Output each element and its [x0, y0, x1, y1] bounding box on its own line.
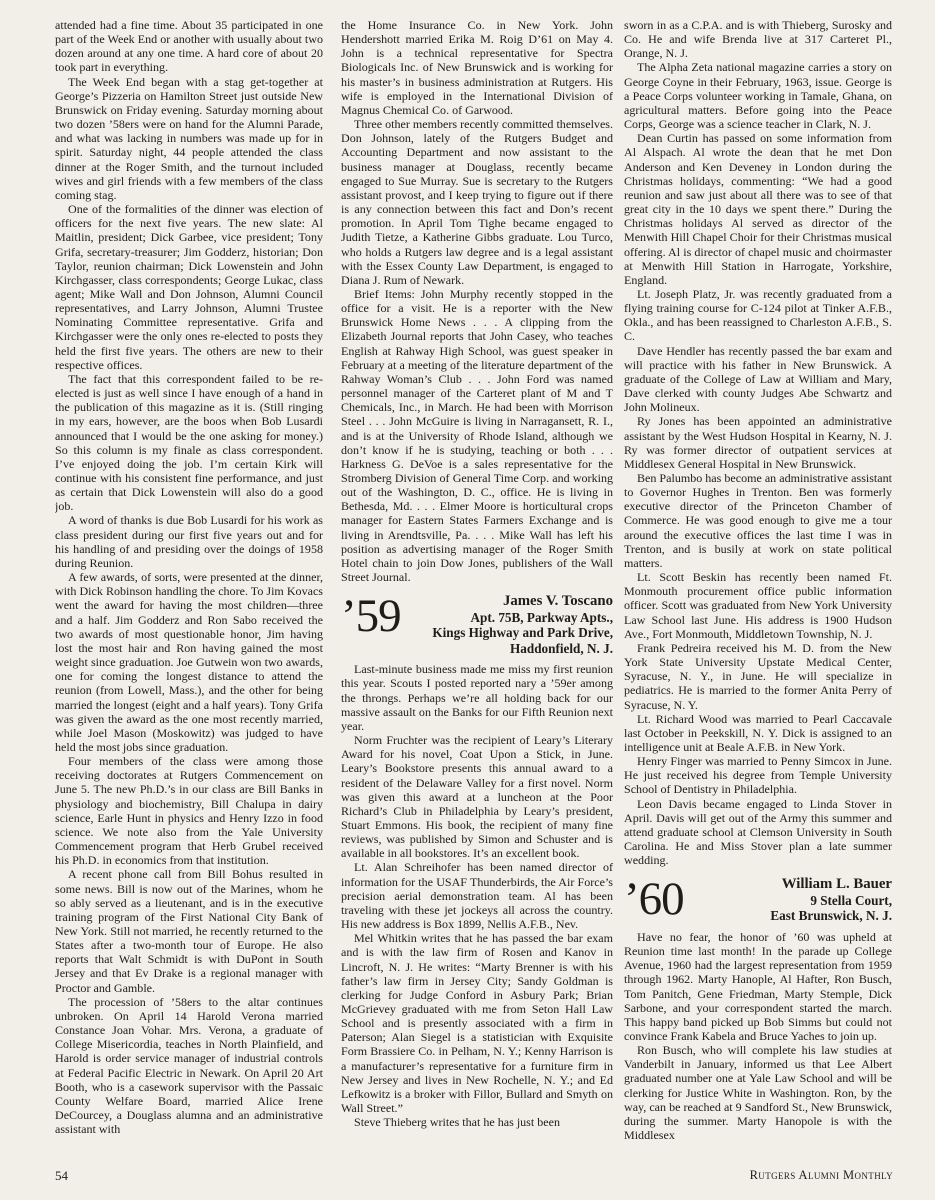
paragraph: Lt. Scott Beskin has recently been named Ft. Monmouth procurement office public information officer. Scott was graduated from New York University Law School last June. His address is 1900 Hudson Ave., Fort Monmouth, Middletown Township, N. J.: [624, 570, 892, 641]
paragraph: The Week End began with a stag get-together at George’s Pizzeria on Hamilton Street just outside New Brunswick on Friday evening. Saturday morning about two dozen ’58ers were on hand for the Alumni Parade, and what was lacking in numbers was made up for in spirit. Saturday night, 44 people attended the class dinner at the Roger Smith, and the turnout included wives and girl friends with a few members of the class coming stag.: [55, 74, 323, 202]
paragraph: The procession of ’58ers to the altar continues unbroken. On April 14 Harold Verona married Constance Joan Vohar. Mrs. Verona, a graduate of College Misericordia, teaches in North Plainfield, and Harold is order service manager of industrial controls at Federal Pacific Electric in Newark. On April 20 Art Booth, who is a casework supervisor with the Passaic County Welfare Board, married Alice Irene DeCourcey, a Douglass alumna and an administrative assistant with: [55, 994, 323, 1137]
page-number: 54: [55, 1168, 68, 1183]
paragraph: sworn in as a C.P.A. and is with Thieberg, Surosky and Co. He and wife Brenda live at 317 Carteret Pl., Orange, N. J.: [624, 18, 892, 61]
correspondent-name: William L. Bauer: [781, 876, 892, 893]
paragraph: Dave Hendler has recently passed the bar exam and will practice with his father in New Brunswick. A graduate of the College of Law at William and Mary, Dave clerked with county Judges Abe Schwartz and John Molineux.: [624, 343, 892, 415]
paragraph: Lt. Joseph Platz, Jr. was recently graduated from a flying training course for C-124 pilot at Tinker A.F.B., Okla., and has been reassigned to Charleston A.F.B., S. C.: [624, 286, 892, 344]
paragraph: Brief Items: John Murphy recently stopped in the office for a visit. He is a reporter with the New Brunswick Home News . . . A clipping from the Elizabeth Journal reports that John Casey, who teaches English at Rahway High School, was guest speaker in February at a meeting of the literature department of the Rahway Woman’s Club . . . John Ford was named personnel manager of the Carteret plant of M and T Chemicals, Inc., in March. He had been with Morrison Steel . . . John McGuire is living in Narragansett, R. I., and is at the University of Rhode Island, although we don’t know if he is studying, teaching or both . . . Harkness G. DeVoe is a sales representative for the Stromberg Division of General Time Corp. and working out of the Washington, D. C., office. He is living in Bethesda, Md. . . . Elmer Moore is horticultural crops manager for Eastern States Farmers Exchange and is living in Arendtsville, Pa. . . . Mike Wall has left his position as advertising manager of the Roger Smith Hotel chain to join Dow Jones, publishers of the Wall Street Journal.: [341, 286, 613, 585]
paragraph: A few awards, of sorts, were presented at the dinner, with Dick Robinson handling the chore. To Jim Kovacs went the award for having the most children—three and a half. Jim Godderz and Ron Sabo received the two awards of most questionable honor, Jim having lost the most hair and Ron having gained the most weight since graduation. Joe Gutwein won two awards, one for coming the longest distance to attend the reunion (from Lowell, Mass.), and the other for being married the longest (eight and a half years). Tony Grifa was given the award as the one most recently married, while Joel Mason (Moskowitz) was judged to have held the most jobs since graduation.: [55, 570, 323, 754]
paragraph: Four members of the class were among those receiving doctorates at Rutgers Commencement on June 5. The new Ph.D.’s in our class are Bill Banks in physiology and biochemistry, Bill Chalupa in dairy science, Earle Hunt in physics and Henry Izzo in food science. We note also from the Yale University Commencement program that Herb Grubel received his Ph.D. in economics from that institution.: [55, 754, 323, 868]
paragraph: Ron Busch, who will complete his law studies at Vanderbilt in January, informed us that Lee Albert graduated number one at Yale Law School and will be clerking for Justice White in Washington. Ron, by the way, can be reached at 9 Sandford St., New Brunswick, during the summer. Marty Hanopole is with the Middlesex: [624, 1043, 892, 1143]
paragraph: Three other members recently committed themselves. Don Johnson, lately of the Rutgers Budget and Accounting Department and now assistant to the business manager at Douglass, recently became engaged to Sue Murray. Sue is secretary to the Rutgers assistant provost, and I keep trying to figure out if there is any connection between this fact and Don’s recent promotion. In April Tom Tighe became engaged to Judith Tietze, a Katherine Gibbs graduate. Lou Turco, who holds a Rutgers law degree and is a legal assistant with the Essex County Law Department, is engaged to Diana J. Rum of Newark.: [341, 117, 613, 287]
correspondent-address: 9 Stella Court,: [810, 892, 892, 908]
paragraph: Frank Pedreira received his M. D. from the New York State University Upstate Medical Center, Syracuse, N. Y., in June. He will specialize in pediatrics. He is married to the former Anita Perry of Syracuse, N. Y.: [624, 640, 892, 712]
correspondent-address: Kings Highway and Park Drive,: [432, 625, 613, 641]
paragraph: Dean Curtin has passed on some information from Al Alspach. Al wrote the dean that he met Don Anderson and Ken Deveney in London during the Christmas holidays, commenting: “We had a good reunion and saw just about all there was to see of that great city in the 10 days we spent there.” During the Christmas holidays Al served as director of the Menwith Hill Chapel Choir for their Christmas musical offering. Al is director of chapel music and choirmaster at Menwith Hill Station in Harrogate, Yorkshire, England.: [624, 131, 892, 287]
correspondent-address: Haddonfield, N. J.: [510, 640, 613, 656]
publication-title: Rutgers Alumni Monthly: [749, 1168, 893, 1182]
paragraph: Have no fear, the honor of ’60 was upheld at Reunion time last month! In the parade up College Avenue, 1960 had the largest representation from 1959 through 1962. Marty Hanople, Al Hafter, Ron Busch, Tom Panitch, Gene Friedman, Marty Stemple, Dick Sarbone, and your correspondent started the march. This happy band picked up Bob Simms but could not convince Frank Kabela and Bruce Yaches to join up.: [624, 929, 892, 1043]
paragraph: Lt. Alan Schreihofer has been named director of information for the USAF Thunderbirds, the Air Force’s precision aerial demonstration team. Al has been traveling with these jet jockeys all across the country. His new address is Box 1899, Nellis A.F.B., Nev.: [341, 860, 613, 932]
paragraph: Norm Fruchter was the recipient of Leary’s Literary Award for his novel, Coat Upon a Stick, in June. Leary’s Bookstore presents this annual award to a resident of the Delaware Valley for a first novel. Norm was given this award at a luncheon at the Poor Richard’s Club in Philadelphia by Leary’s president, Stuart Emmons. His book, the recipient of many fine reviews, was published by Simon and Schuster and is available in all bookstores. It’s an excellent book.: [341, 733, 613, 861]
paragraph: Last-minute business made me miss my first reunion this year. Scouts I posted reported nary a ’59er among the throngs. Perhaps we’re all holding back for our massive assault on the Banks for our Fifth Reunion next year.: [341, 662, 613, 733]
paragraph: Ry Jones has been appointed an administrative assistant by the West Hudson Hospital in Kearny, N. J. Ry was former director of outpatient services at Middlesex General Hospital in New Brunswick.: [624, 414, 892, 471]
paragraph: the Home Insurance Co. in New York. John Hendershott married Erika M. Roig D’61 on May 4. John is a technical representative for Spectra Biologicals Inc. of New Brunswick and is working for his master’s in business administration at Rutgers. His wife is employed in the International Division of Magnus Chemical Co. of Garwood.: [341, 18, 613, 117]
column-2: [341, 18, 613, 1166]
paragraph: Lt. Richard Wood was married to Pearl Caccavale last October in Peekskill, N. Y. Dick is assigned to an intelligence unit at Beale A.F.B. in New York.: [624, 711, 892, 754]
class-year: ’59: [341, 590, 401, 643]
paragraph: Henry Finger was married to Penny Simcox in June. He just received his degree from Temple University School of Dentistry in Philadelphia.: [624, 754, 892, 797]
class-heading-60: [624, 873, 892, 926]
paragraph: Leon Davis became engaged to Linda Stover in April. Davis will get out of the Army this summer and attend graduate school at Clemson University in South Carolina. He and Miss Stover plan a late summer wedding.: [624, 796, 892, 868]
correspondent-block: [415, 594, 613, 656]
paragraph: Steve Thieberg writes that he has just been: [354, 1115, 560, 1130]
paragraph: Ben Palumbo has become an administrative assistant to Governor Hughes in Trenton. Ben was formerly executive director of the Princeton Chamber of Commerce. He was good enough to give me a tour around the executive offices the last time I was in Trenton, and is busily at work on state political matters.: [624, 471, 892, 570]
correspondent-name: James V. Toscano: [502, 593, 613, 610]
paragraph: A recent phone call from Bill Bohus resulted in some news. Bill is now out of the Marines, whom he so ably served as a lieutenant, and is in the executive training program of the First National City Bank of New York. Still not married, he recently returned to the States after a two-month tour of Europe. He also reports that Walt Schmidt is with DuPont in South Jersey and that Ev Drake is a regional manager with Proctor and Gamble.: [55, 867, 323, 995]
paragraph: The fact that this correspondent failed to be re-elected is just as well since I have enough of a hand in the publication of this magazine as it is. (Still ringing in my ears, however, are the boos when Bob Lusardi announced that I would be the one asking for money.) So this column is my finale as class correspondent. I’ve enjoyed doing the job. I’m certain Kirk will continue with his consistent fine performance, and just as certain that Dick Lowenstein will also do a good job.: [55, 371, 323, 514]
paragraph: A word of thanks is due Bob Lusardi for his work as class president during our first five years out and for his handling of and presiding over the doings of 1958 during Reunion.: [55, 513, 323, 570]
class-heading-59: [341, 590, 613, 656]
column-1: [55, 18, 323, 1166]
correspondent-address: East Brunswick, N. J.: [770, 908, 892, 924]
paragraph: The Alpha Zeta national magazine carries a story on George Coyne in their February, 1963, issue. George is a Peace Corps volunteer working in Tamale, Ghana, on agricultural matters. Before going into the Peace Corps, George was a science teacher in Clark, N. J.: [624, 60, 892, 132]
paragraph: attended had a fine time. About 35 participated in one part of the Week End or another with usually about two dozen around at any one time. A hard core of about 20 took part in everything.: [55, 18, 323, 75]
correspondent-block: [698, 877, 892, 924]
paragraph: Mel Whitkin writes that he has passed the bar exam and is with the law firm of Rosen and Kanov in Lincroft, N. J. He writes: “Marty Brenner is with his father’s law firm in Jersey City; Sandy Goldman is clerking for Judge Conford in Asbury Park; Brian McGrievey graduated with me from Seton Hall Law School and is presently associated with a firm in Paterson; Alan Siegel is a statistician with Exquisite Form Brassiere Co. in Pelham, N. Y.; Kenny Harrison is a manufacturer’s representative for a furniture firm in New Jersey and lives in New Rochelle, N. Y.; and Ed Lefkowitz is a broker with Fillor, Bullard and Smyth on Wall Street.”: [341, 931, 613, 1116]
class-year: ’60: [624, 873, 684, 926]
column-3: [624, 18, 892, 1166]
paragraph: One of the formalities of the dinner was election of officers for the next five years. The new slate: Al Maitlin, president; Dick Garbee, vice president; Tony Grifa, secretary-treasurer; Jim Godderz, historian; Don Taylor, reunion chairman; Dick Lowenstein and John Kirchgasser, class correspondents; George Lukac, class agent; Mike Wall and Don Johnson, Alumni Council representatives, and Larry Johnson, Alumni Trustee Nominating Committee representative. Grifa and Kirchgasser were the only ones re-elected to posts they held the first five years. The others are new to their respective offices.: [55, 202, 323, 372]
correspondent-address: Apt. 75B, Parkway Apts.,: [470, 609, 613, 625]
